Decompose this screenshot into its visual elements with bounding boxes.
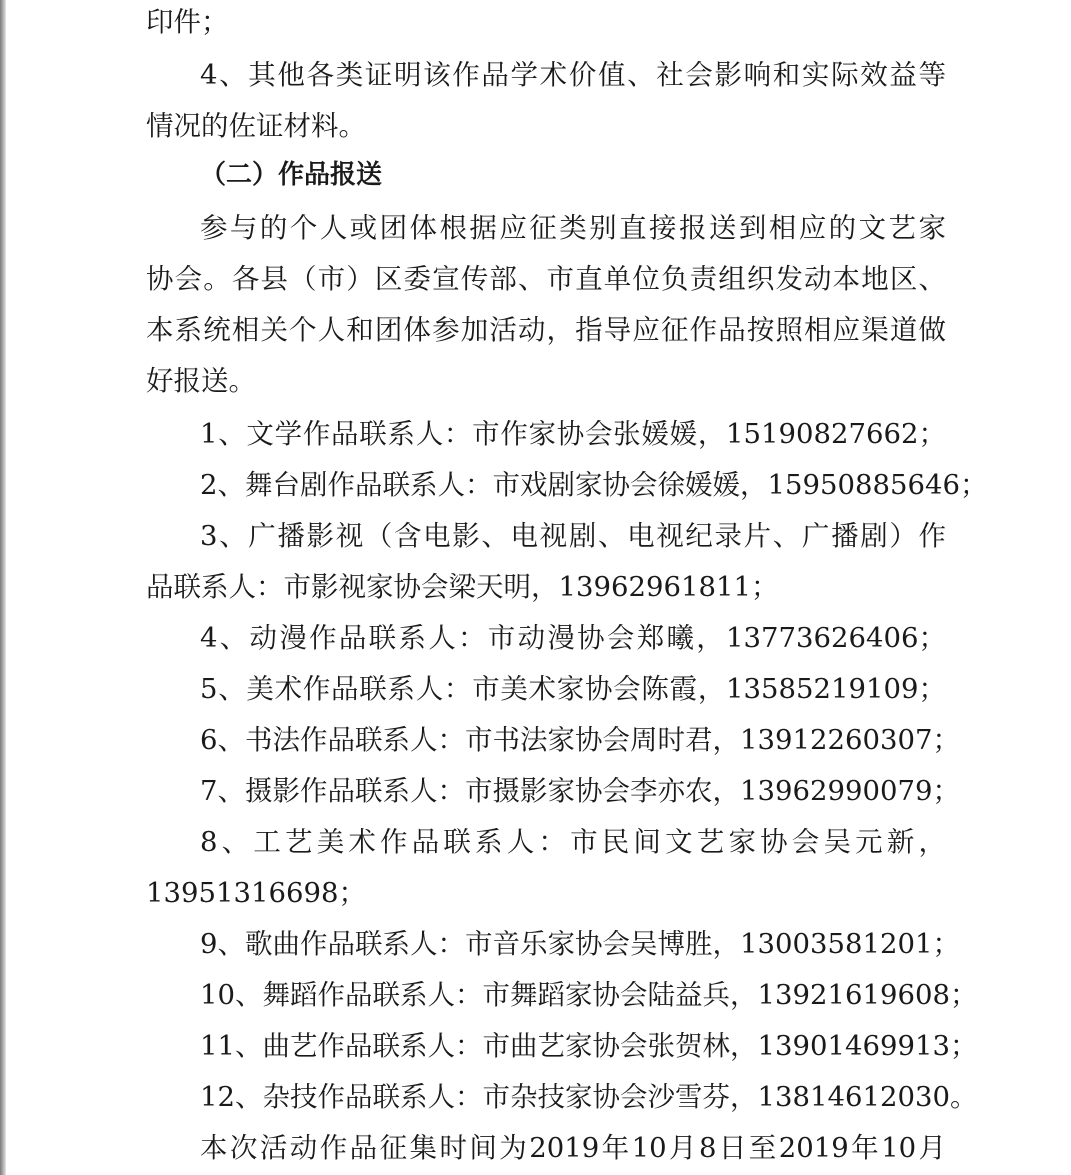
- contact-line: 12、杂技作品联系人：市杂技家协会沙雪芬，13814612030。: [200, 1081, 978, 1113]
- contact-line: 9、歌曲作品联系人：市音乐家协会吴博胜，13003581201；: [200, 928, 960, 960]
- contact-line: 13951316698；: [146, 877, 366, 909]
- text-line: 本次活动作品征集时间为2019年10月8日至2019年10月: [200, 1132, 946, 1164]
- text-line: 4、其他各类证明该作品学术价值、社会影响和实际效益等: [200, 59, 946, 91]
- contact-line: 11、曲艺作品联系人：市曲艺家协会张贺林，13901469913；: [200, 1030, 978, 1062]
- text-line: 好报送。: [146, 365, 256, 397]
- text-line: 情况的佐证材料。: [146, 110, 366, 142]
- contact-line: 6、书法作品联系人：市书法家协会周时君，13912260307；: [200, 724, 960, 756]
- text-line: 参与的个人或团体根据应征类别直接报送到相应的文艺家: [200, 212, 946, 244]
- contact-line: 3、广播影视（含电影、电视剧、电视纪录片、广播剧）作: [200, 520, 946, 552]
- contact-line: 8、工艺美术作品联系人：市民间文艺家协会吴元新，: [200, 826, 946, 858]
- contact-line: 4、动漫作品联系人：市动漫协会郑曦，13773626406；: [200, 622, 946, 654]
- contact-line: 7、摄影作品联系人：市摄影家协会李亦农，13962990079；: [200, 775, 960, 807]
- section-heading: （二）作品报送: [200, 160, 383, 190]
- text-line: 印件；: [146, 6, 229, 38]
- page-edge-shadow: [0, 0, 6, 1175]
- contact-line: 5、美术作品联系人：市美术家协会陈霞，13585219109；: [200, 673, 946, 705]
- text-line: 本系统相关个人和团体参加活动，指导应征作品按照相应渠道做: [146, 314, 946, 346]
- contact-line: 品联系人：市影视家协会梁天明，13962961811；: [146, 571, 779, 603]
- contact-line: 1、文学作品联系人：市作家协会张媛媛，15190827662；: [200, 418, 946, 450]
- text-line: 协会。各县（市）区委宣传部、市直单位负责组织发动本地区、: [146, 263, 946, 295]
- contact-line: 10、舞蹈作品联系人：市舞蹈家协会陆益兵，13921619608；: [200, 979, 978, 1011]
- contact-line: 2、舞台剧作品联系人：市戏剧家协会徐媛媛，15950885646；: [200, 469, 988, 501]
